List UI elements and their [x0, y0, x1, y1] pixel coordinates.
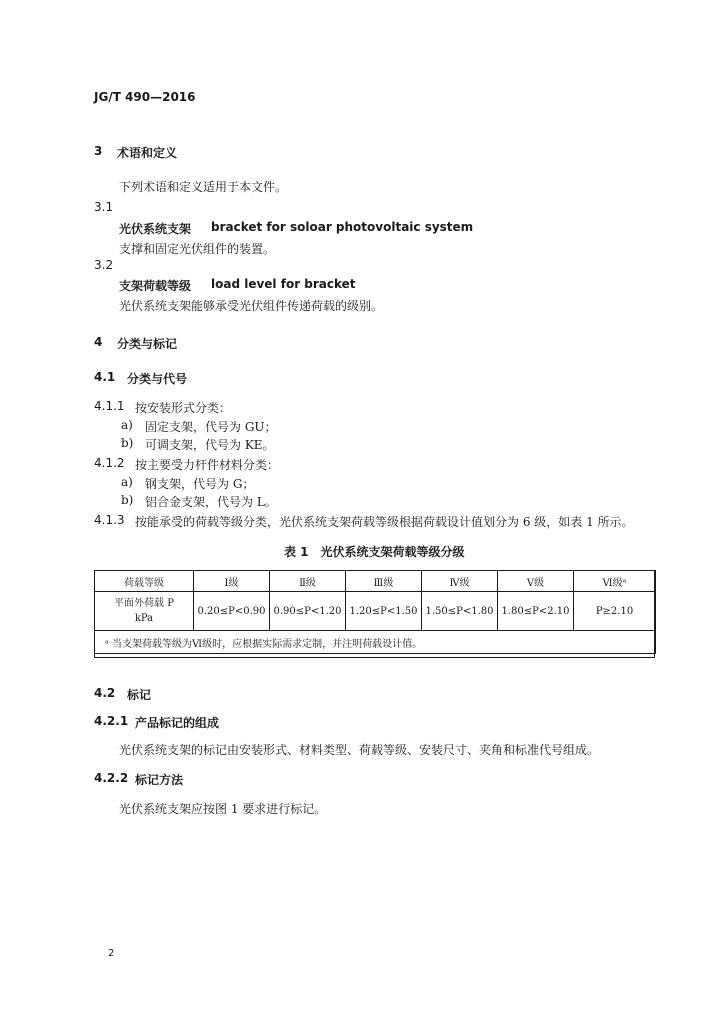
row-label-line-1: 平面外荷载 P: [114, 598, 174, 609]
section-3-intro: 下列术语和定义适用于本文件。: [119, 180, 288, 194]
table-header-cell: Ⅰ级: [194, 571, 270, 592]
table-header-cell: Ⅱ级: [270, 571, 346, 592]
term-3-2-title: 支架荷载等级: [119, 279, 192, 293]
clause-4-2-2-title: 标记方法: [135, 773, 184, 787]
term-3-2-english: load level for bracket: [211, 277, 356, 291]
table-cell: 0.20≤P<0.90: [194, 592, 270, 631]
table-header-cell: Ⅳ级: [422, 571, 498, 592]
table-cell: 0.90≤P<1.20: [270, 592, 346, 631]
section-3-title: 术语和定义: [117, 146, 178, 160]
term-3-1-title: 光伏系统支架: [119, 222, 192, 236]
table-header-cell: Ⅵ级ᵃ: [574, 571, 656, 592]
list-item: 固定支架，代号为 GU；: [145, 420, 277, 434]
term-3-1-number: 3.1: [94, 200, 114, 214]
section-4-2-number: 4.2: [94, 686, 116, 700]
list-item-marker: b): [121, 436, 134, 450]
table-caption: 表 1 光伏系统支架荷载等级分级: [284, 545, 465, 559]
page-number: 2: [108, 948, 115, 959]
table-row: [95, 592, 656, 631]
table-cell: 1.80≤P<2.10: [498, 592, 574, 631]
list-item-marker: a): [121, 418, 133, 432]
term-3-2-number: 3.2: [94, 258, 114, 272]
term-3-2-definition: 光伏系统支架能够承受光伏组件传递荷载的级别。: [119, 299, 384, 313]
row-label-line-2: kPa: [134, 613, 154, 624]
clause-4-2-1-number: 4.2.1: [94, 714, 129, 728]
section-4-title: 分类与标记: [117, 337, 178, 351]
list-item: 钢支架，代号为 G；: [145, 477, 255, 491]
clause-4-2-1-text: 光伏系统支架的标记由安装形式、材料类型、荷载等级、安装尺寸、夹角和标准代号组成。: [119, 743, 600, 757]
clause-4-1-3-number: 4.1.3: [94, 513, 125, 527]
clause-4-1-1-text: 按安装形式分类：: [135, 401, 232, 415]
table-row-label: [95, 592, 194, 631]
table-header-cell: Ⅴ级: [498, 571, 574, 592]
clause-4-2-2-number: 4.2.2: [94, 771, 129, 785]
table-header-cell: Ⅲ级: [346, 571, 422, 592]
list-item: 铝合金支架，代号为 L。: [145, 495, 277, 509]
document-id: JG/T 490—2016: [94, 90, 196, 104]
table-cell: 1.50≤P<1.80: [422, 592, 498, 631]
clause-4-2-2-text: 光伏系统支架应按图 1 要求进行标记。: [119, 802, 327, 816]
clause-4-1-1-number: 4.1.1: [94, 399, 125, 413]
clause-4-1-2-number: 4.1.2: [94, 456, 125, 470]
list-item-marker: a): [121, 475, 133, 489]
table-footnote: ᵃ 当支架荷载等级为Ⅵ级时，应根据实际需求定制，并注明荷载设计值。: [95, 631, 656, 654]
table-cell: P≥2.10: [574, 592, 656, 631]
clause-4-2-1-title: 产品标记的组成: [135, 716, 220, 730]
table-note-row: [95, 631, 656, 654]
list-item-marker: b): [121, 493, 134, 507]
list-item: 可调支架，代号为 KE。: [145, 438, 275, 452]
section-3-number: 3: [94, 144, 103, 158]
section-4-2-title: 标记: [127, 688, 152, 702]
section-4-1-title: 分类与代号: [127, 372, 188, 386]
load-level-table: [94, 570, 656, 654]
clause-4-1-2-text: 按主要受力杆件材料分类：: [135, 458, 280, 472]
term-3-1-definition: 支撑和固定光伏组件的装置。: [119, 242, 276, 256]
section-4-1-number: 4.1: [94, 370, 116, 384]
section-4-number: 4: [94, 335, 103, 349]
term-3-1-english: bracket for soloar photovoltaic system: [211, 220, 474, 234]
table-cell: 1.20≤P<1.50: [346, 592, 422, 631]
clause-4-1-3-text: 按能承受的荷载等级分类，光伏系统支架荷载等级根据荷载设计值划分为 6 级，如表 1 所示。: [135, 515, 634, 529]
table-header-row: [95, 571, 656, 592]
table-header-cell: 荷载等级: [95, 571, 194, 592]
